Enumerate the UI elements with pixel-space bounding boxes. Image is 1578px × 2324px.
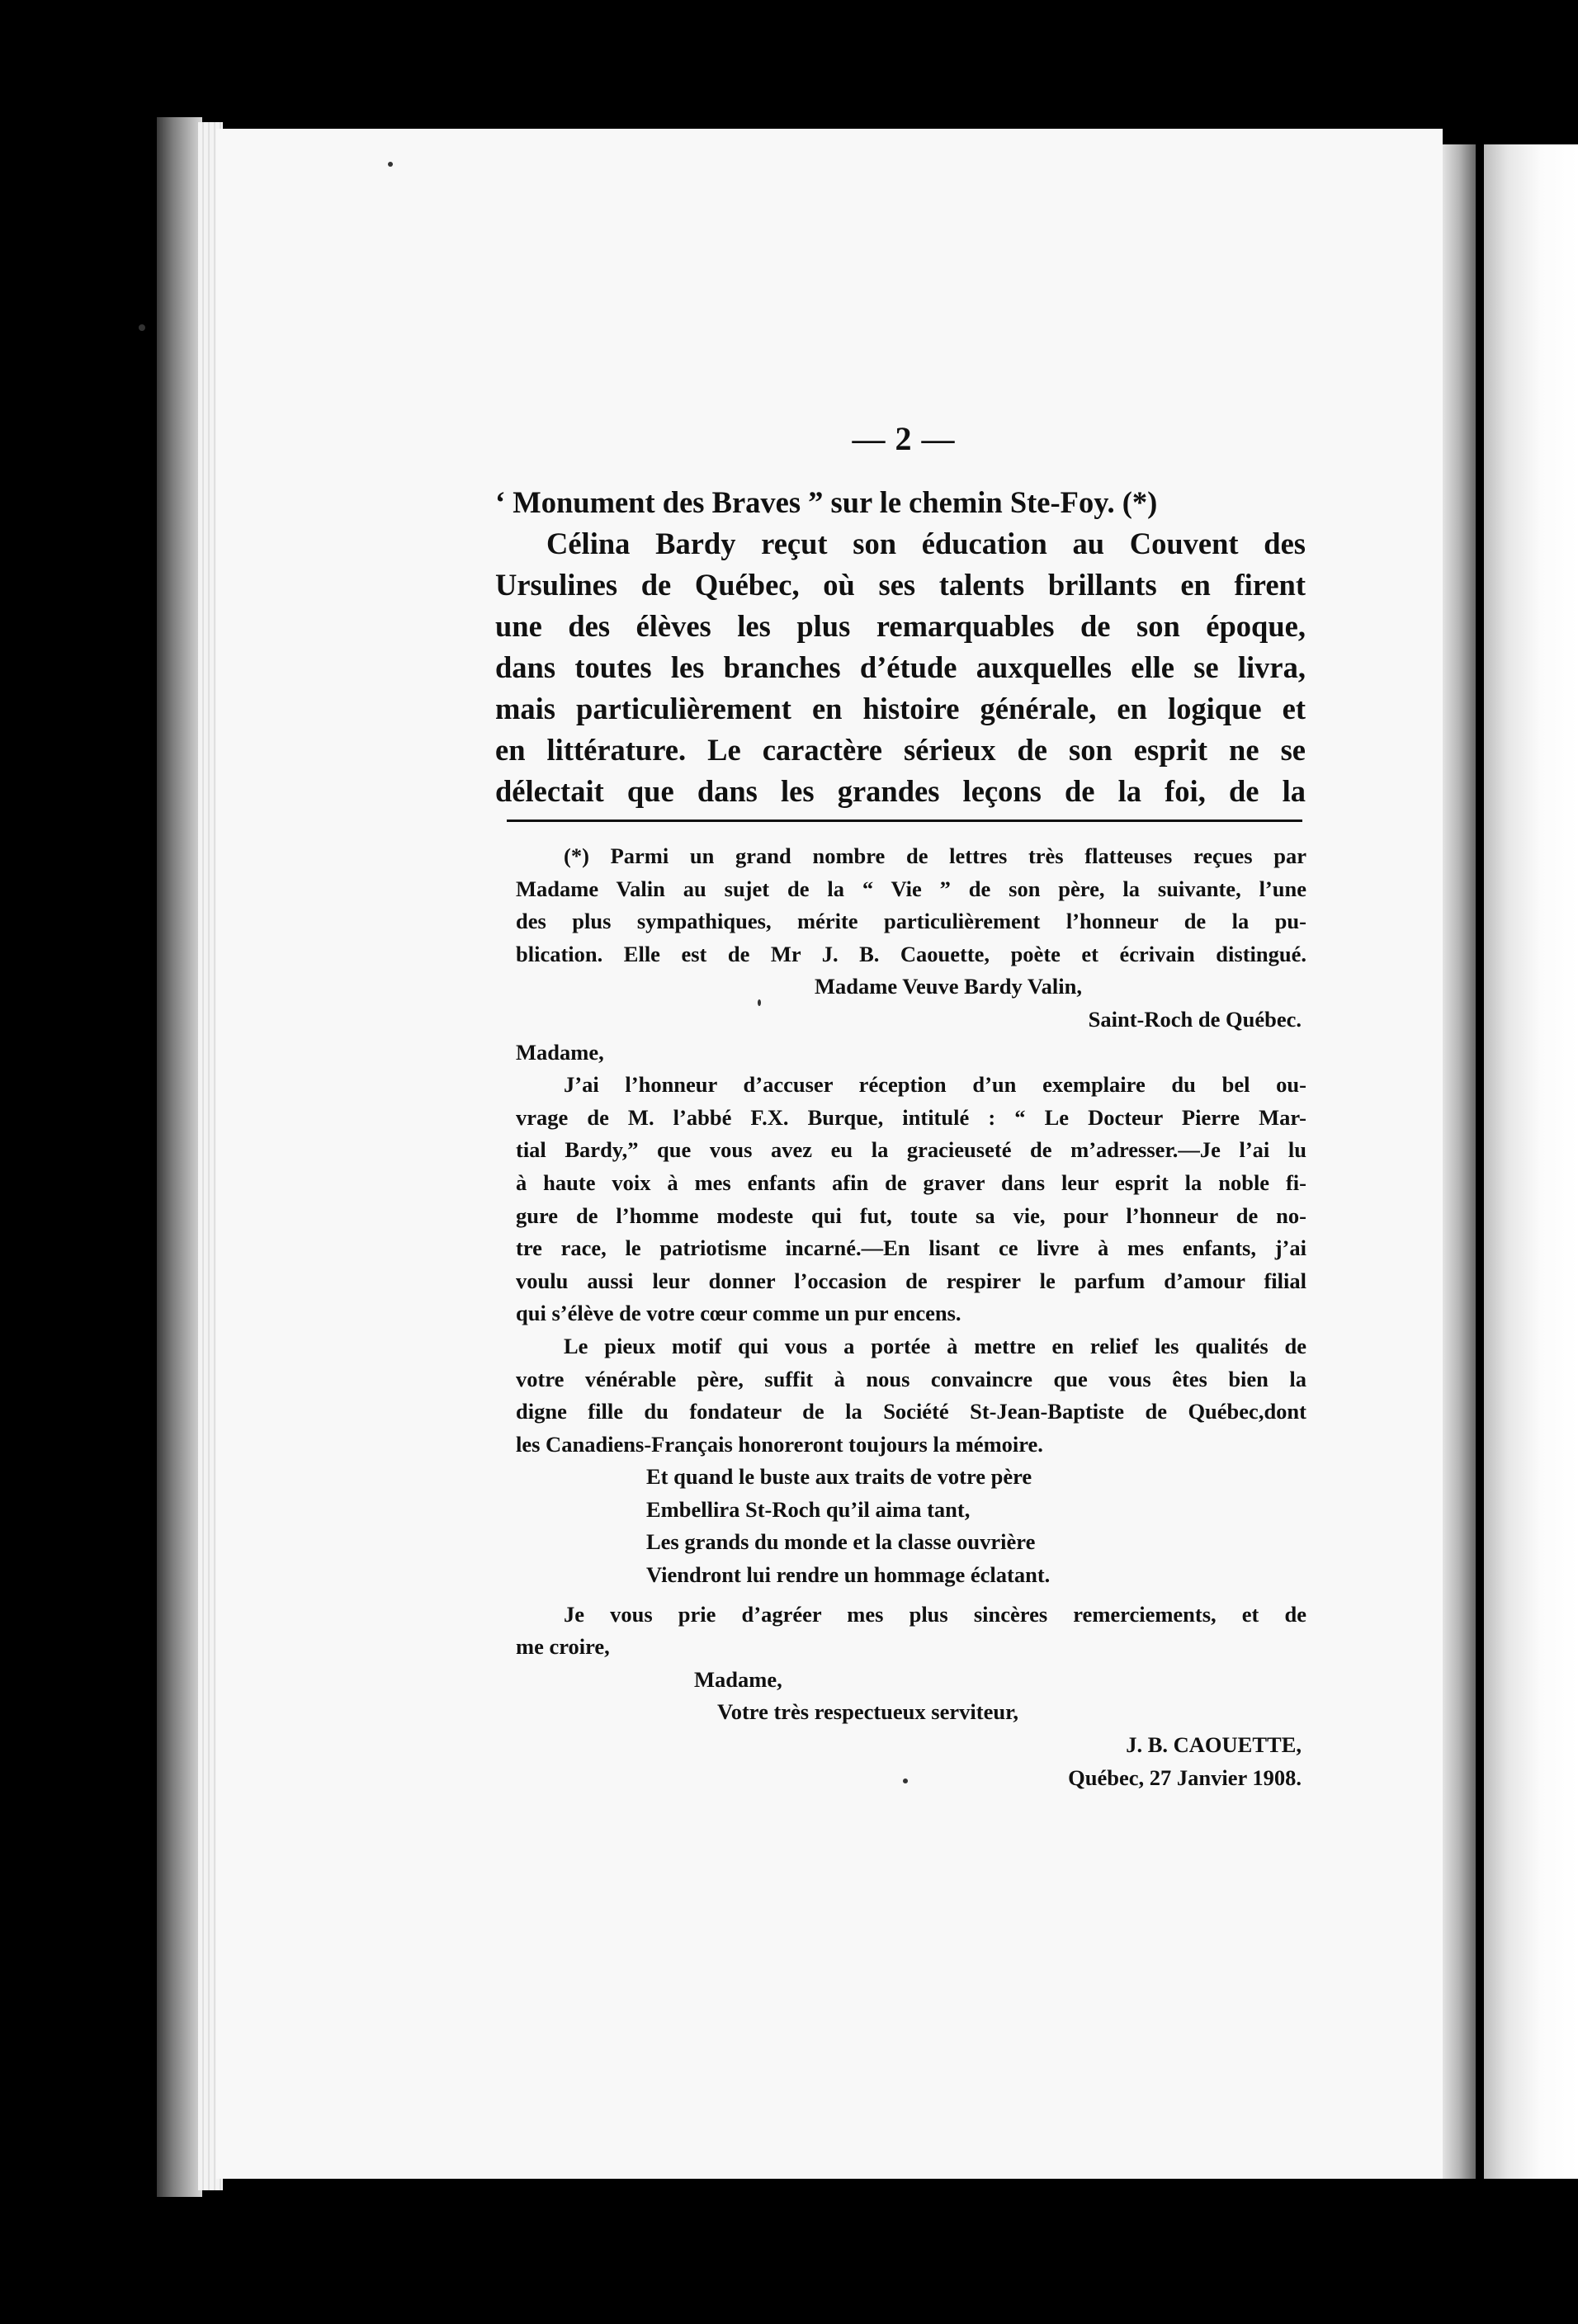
- letter-line: Je vous prie d’agréer mes plus sincères remerciements, et de: [564, 1601, 1306, 1627]
- letter-salutation: Madame,: [516, 1039, 604, 1065]
- spacer: [516, 1592, 1306, 1599]
- place-date: Québec, 27 Janvier 1908.: [1068, 1764, 1302, 1790]
- page-number: — 2 —: [852, 420, 956, 457]
- main-text-block: [495, 482, 1306, 812]
- letter-line: Le pieux motif qui vous a portée à mettre en relief les qualités de: [564, 1333, 1306, 1358]
- main-line: une des élèves les plus remarquables de son époque,: [495, 609, 1306, 643]
- letter-line: me croire,: [516, 1634, 610, 1660]
- letter-line: tial Bardy,” que vous avez eu la gracieuseté de m’adresser.—Je l’ai lu: [516, 1137, 1306, 1163]
- letter-line: qui s’élève de votre cœur comme un pur encens.: [516, 1301, 961, 1326]
- verse-line: Et quand le buste aux traits de votre père: [646, 1464, 1032, 1490]
- letter-line: J’ai l’honneur d’accuser réception d’un exemplaire du bel ou-: [564, 1072, 1306, 1098]
- page-binding-shadow: [157, 117, 202, 2197]
- letter-line: gure de l’homme modeste qui fut, toute sa vie, pour l’honneur de no-: [516, 1202, 1306, 1228]
- letter-line: les Canadiens-Français honoreront toujours la mémoire.: [516, 1431, 1043, 1457]
- closing-phrase: Votre très respectueux serviteur,: [717, 1699, 1019, 1725]
- main-line: Ursulines de Québec, où ses talents brillants en firent: [495, 568, 1306, 602]
- letter-address-name: Madame Veuve Bardy Valin,: [815, 974, 1082, 999]
- footnote-line: des plus sympathiques, mérite particulièrement l’honneur de la pu-: [516, 909, 1306, 934]
- letter-line: à haute voix à mes enfants afin de graver dans leur esprit la noble fi-: [516, 1169, 1306, 1195]
- page-gutter-shadow: [1443, 144, 1476, 2179]
- main-line: dans toutes les branches d’étude auxquelles elle se livra,: [495, 650, 1306, 684]
- verse-line: Viendront lui rendre un hommage éclatant.: [646, 1562, 1051, 1588]
- signature: J. B. CAOUETTE,: [1126, 1732, 1302, 1758]
- footnote-line: Madame Valin au sujet de la “ Vie ” de son père, la suivante, l’une: [516, 876, 1306, 901]
- letter-line: votre vénérable père, suffit à nous convaincre que vous êtes bien la: [516, 1366, 1306, 1391]
- main-line: Célina Bardy reçut son éducation au Couvent des: [546, 527, 1306, 560]
- dust-speck: [139, 324, 145, 331]
- dust-speck: [388, 162, 393, 167]
- adjacent-page: [1484, 144, 1578, 2179]
- main-line: mais particulièrement en histoire générale, en logique et: [495, 692, 1306, 725]
- letter-line: vrage de M. l’abbé F.X. Burque, intitulé : “ Le Docteur Pierre Mar-: [516, 1104, 1306, 1130]
- letter-line: digne fille du fondateur de la Société St-Jean-Baptiste de Québec,dont: [516, 1399, 1306, 1424]
- letter-line: tre race, le patriotisme incarné.—En lisant ce livre à mes enfants, j’ai: [516, 1235, 1306, 1261]
- verse-line: Embellira St-Roch qu’il aima tant,: [646, 1496, 971, 1522]
- footnote-line: blication. Elle est de Mr J. B. Caouette, poète et écrivain distingué.: [516, 941, 1306, 966]
- footnote-rule: [507, 820, 1302, 822]
- main-line: ‘ Monument des Braves ” sur le chemin Ste-Foy. (*): [495, 485, 1158, 519]
- letter-line: voulu aussi leur donner l’occasion de respirer le parfum d’amour filial: [516, 1268, 1306, 1293]
- closing-salutation: Madame,: [694, 1666, 782, 1692]
- verse-line: Les grands du monde et la classe ouvrière: [646, 1529, 1036, 1555]
- footnote-block: [516, 840, 1306, 1794]
- footnote-line: (*) Parmi un grand nombre de lettres très flatteuses reçues par: [564, 843, 1306, 868]
- letter-address-place: Saint-Roch de Québec.: [1088, 1006, 1302, 1032]
- main-line: en littérature. Le caractère sérieux de son esprit ne se: [495, 733, 1306, 767]
- main-line: délectait que dans les grandes leçons de la foi, de la: [495, 774, 1306, 808]
